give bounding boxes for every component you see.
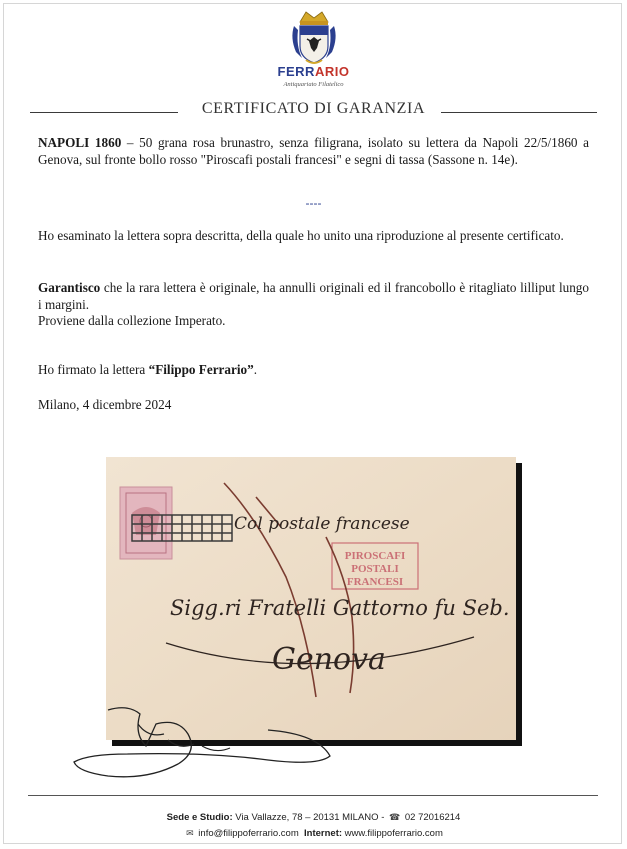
postmark-line2: POSTALI [351, 563, 399, 575]
place-date-text: Milano, 4 dicembre 2024 [38, 397, 172, 412]
postmark-line1: PIROSCAFI [344, 550, 406, 562]
description-paragraph [38, 135, 589, 168]
script-line2: Sigg.ri Fratelli Gattorno fu Seb. [170, 596, 510, 620]
examination-text: Ho esaminato la lettera sopra descritta, della quale ho unito una riproduzione al presente certificato. [38, 228, 564, 243]
signed-text: Ho firmato la lettera [38, 362, 149, 377]
seat-label: Sede e Studio: [166, 812, 233, 823]
script-line3: Genova [272, 642, 386, 677]
script-line1: Col postale francese [234, 514, 410, 534]
guarantee-text: che la rara lettera è originale, ha annulli originali ed il francobollo è ritagliato lilliput lungo i margini. [38, 280, 589, 312]
title-row [30, 100, 597, 122]
web-label: Internet: [304, 828, 343, 839]
footer-rule [28, 795, 598, 796]
guarantee-paragraph [38, 280, 589, 313]
postmark-line3: FRANCESI [346, 576, 404, 588]
web-text[interactable]: www.filippoferrario.com [342, 828, 443, 839]
handwritten-signature [68, 694, 338, 786]
guarantee-heading: Garantisco [38, 280, 101, 295]
footer-address-line [0, 812, 627, 823]
brand-name [0, 64, 627, 79]
item-heading: NAPOLI 1860 [38, 135, 122, 150]
phone-text: 02 72016214 [402, 812, 461, 823]
email-text[interactable]: info@filippoferrario.com [195, 828, 299, 839]
stamp-50-grana [120, 487, 172, 559]
provenance-text: Proviene dalla collezione Imperato. [38, 313, 226, 328]
separator: ---- [305, 196, 322, 210]
brand-name-part2: ARIO [314, 64, 350, 79]
brand-tagline: Antiquariato Filatelico [283, 81, 344, 88]
signed-name: “Filippo Ferrario” [148, 362, 254, 377]
place-date [38, 397, 589, 414]
phone-icon: ☎ [389, 812, 401, 822]
signed-end: . [253, 362, 258, 377]
email-icon: ✉ [186, 828, 194, 838]
item-description: – 50 grana rosa brunastro, senza filigrana, isolato su lettera da Napoli 22/5/1860 a Genova, sul fronte bollo rosso "Piroscafi postali francesi" e segni di tassa (Sassone n. 14e). [38, 135, 589, 167]
signed-paragraph [38, 362, 589, 379]
brand-name-part1: FERR [277, 64, 315, 79]
address-text: Via Vallazze, 78 – 20131 MILANO - [232, 812, 387, 823]
document-title: CERTIFICATO DI GARANZIA [201, 100, 426, 117]
examination-paragraph [38, 228, 589, 245]
provenance-paragraph [38, 313, 589, 330]
footer-contact-line [0, 828, 627, 839]
